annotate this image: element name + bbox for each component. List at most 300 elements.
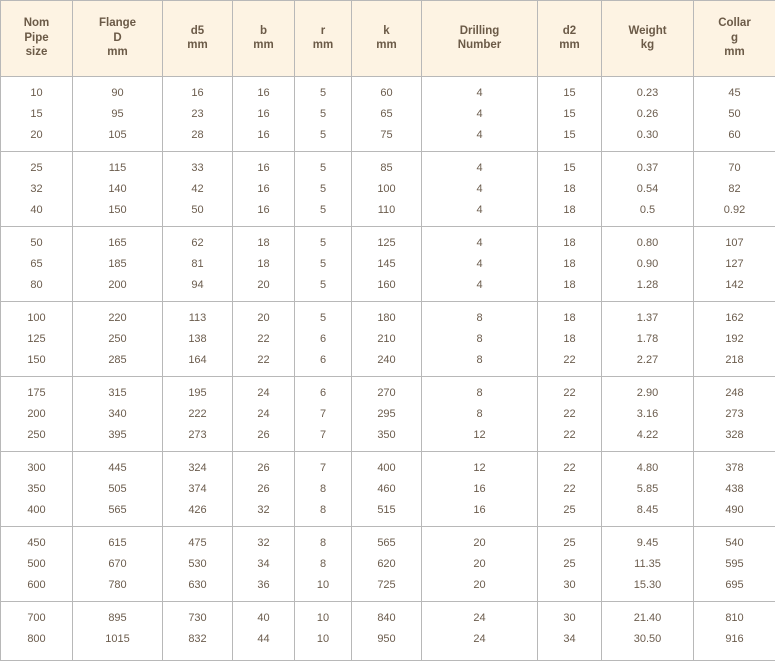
table-cell: [602, 302, 694, 377]
table-cell: [163, 152, 233, 227]
cell-value: 670: [108, 557, 127, 570]
cell-value: 565: [377, 536, 396, 549]
cell-value: 0.92: [723, 203, 746, 216]
table-cell: [295, 377, 352, 452]
table-cell: [295, 527, 352, 602]
cell-value: 140: [108, 182, 127, 195]
cell-value: 110: [377, 203, 396, 216]
cell-value: 15: [563, 161, 576, 174]
table-cell: [73, 302, 163, 377]
cell-line-stack: [422, 227, 537, 301]
cell-value: 125: [27, 332, 46, 345]
table-row: [1, 527, 775, 602]
cell-line-stack: [602, 77, 693, 151]
cell-value: 5: [319, 161, 327, 174]
table-cell: [352, 77, 422, 152]
cell-value: 4: [476, 278, 483, 291]
cell-value: 800: [27, 633, 46, 645]
cell-line-stack: [538, 452, 601, 526]
cell-value: 22: [257, 353, 270, 366]
column-header-line: d2: [562, 24, 577, 37]
cell-line-stack: [163, 152, 232, 226]
cell-line-stack: [233, 602, 294, 660]
cell-line-stack: [1, 227, 72, 301]
table-cell: [694, 527, 775, 602]
cell-value: 810: [725, 612, 744, 624]
cell-value: 250: [27, 428, 46, 441]
cell-value: 150: [108, 203, 127, 216]
cell-line-stack: [295, 302, 351, 376]
cell-value: 18: [563, 332, 576, 345]
cell-value: 105: [108, 128, 127, 141]
cell-value: 185: [108, 257, 127, 270]
cell-value: 164: [188, 353, 207, 366]
cell-value: 540: [725, 536, 744, 549]
cell-line-stack: [1, 152, 72, 226]
table-cell: [422, 227, 538, 302]
cell-value: 22: [563, 482, 576, 495]
column-header-1: [73, 1, 163, 77]
cell-line-stack: [422, 77, 537, 151]
cell-value: 15: [563, 128, 576, 141]
cell-value: 23: [191, 107, 204, 120]
cell-value: 340: [108, 407, 127, 420]
cell-value: 62: [191, 236, 204, 249]
cell-value: 445: [108, 461, 127, 474]
cell-value: 8: [476, 332, 483, 345]
cell-value: 285: [108, 353, 127, 366]
table-cell: [602, 527, 694, 602]
cell-value: 22: [257, 332, 270, 345]
cell-value: 28: [191, 128, 204, 141]
cell-value: 5: [319, 203, 327, 216]
cell-value: 9.45: [636, 536, 659, 549]
cell-line-stack: [295, 452, 351, 526]
table-cell: [233, 602, 295, 661]
table-cell: [163, 527, 233, 602]
cell-line-stack: [422, 152, 537, 226]
table-cell: [1, 302, 73, 377]
table-cell: [602, 152, 694, 227]
cell-value: 0.54: [636, 182, 659, 195]
cell-value: 1.37: [636, 311, 659, 324]
column-header-0: [1, 1, 73, 77]
cell-value: 26: [257, 482, 270, 495]
table-row: [1, 302, 775, 377]
cell-value: 160: [377, 278, 396, 291]
cell-line-stack: [233, 77, 294, 151]
cell-line-stack: [538, 302, 601, 376]
table-cell: [1, 77, 73, 152]
cell-value: 200: [108, 278, 127, 291]
cell-value: 295: [377, 407, 396, 420]
cell-line-stack: [538, 152, 601, 226]
cell-value: 60: [380, 86, 393, 99]
column-header-line: mm: [312, 39, 334, 51]
cell-value: 100: [377, 182, 396, 195]
cell-value: 0.5: [639, 203, 656, 216]
cell-value: 165: [108, 236, 127, 249]
cell-value: 15: [30, 107, 43, 120]
table-cell: [422, 602, 538, 661]
cell-value: 24: [473, 612, 486, 624]
cell-value: 1.78: [636, 332, 659, 345]
cell-value: 10: [316, 612, 330, 624]
cell-value: 24: [473, 633, 486, 645]
table-cell: [163, 227, 233, 302]
cell-value: 36: [257, 578, 270, 591]
column-header-line: mm: [724, 46, 745, 59]
table-row: [1, 602, 775, 661]
cell-value: 0.80: [636, 236, 659, 249]
table-cell: [538, 227, 602, 302]
cell-value: 730: [188, 612, 207, 624]
cell-value: 475: [188, 536, 207, 549]
cell-value: 75: [380, 128, 393, 141]
cell-value: 25: [30, 161, 43, 174]
cell-value: 30.50: [633, 633, 662, 645]
cell-line-stack: [163, 77, 232, 151]
cell-value: 8: [319, 536, 327, 549]
cell-line-stack: [352, 302, 421, 376]
table-cell: [538, 302, 602, 377]
cell-line-stack: [422, 377, 537, 451]
cell-value: 22: [563, 353, 576, 366]
cell-value: 450: [27, 536, 46, 549]
cell-value: 34: [257, 557, 270, 570]
cell-value: 2.27: [636, 353, 659, 366]
cell-value: 5: [319, 278, 327, 291]
cell-line-stack: [538, 527, 601, 601]
cell-line-stack: [163, 302, 232, 376]
table-cell: [233, 452, 295, 527]
table-cell: [73, 602, 163, 661]
cell-value: 45: [728, 86, 741, 99]
cell-value: 20: [473, 557, 486, 570]
table-cell: [163, 602, 233, 661]
table-cell: [295, 602, 352, 661]
cell-value: 18: [257, 236, 270, 249]
cell-value: 565: [108, 503, 127, 516]
cell-line-stack: [1, 377, 72, 451]
cell-line-stack: [233, 377, 294, 451]
cell-value: 107: [725, 236, 744, 249]
cell-line-stack: [163, 527, 232, 601]
cell-line-stack: [538, 227, 601, 301]
cell-value: 42: [191, 182, 204, 195]
table-cell: [1, 227, 73, 302]
table-cell: [163, 302, 233, 377]
cell-value: 0.37: [636, 161, 659, 174]
cell-value: 22: [563, 386, 576, 399]
cell-line-stack: [352, 602, 421, 660]
cell-value: 162: [725, 311, 744, 324]
cell-line-stack: [694, 77, 775, 151]
cell-line-stack: [694, 227, 775, 301]
column-header-line: Number: [457, 39, 502, 51]
table-cell: [233, 302, 295, 377]
cell-value: 5: [319, 182, 327, 195]
cell-value: 248: [725, 386, 744, 399]
cell-line-stack: [295, 377, 351, 451]
table-body: [1, 77, 775, 661]
cell-value: 240: [377, 353, 396, 366]
cell-line-stack: [1, 452, 72, 526]
cell-line-stack: [295, 227, 351, 301]
table-cell: [538, 77, 602, 152]
table-cell: [694, 377, 775, 452]
column-header-line: Drilling: [459, 24, 500, 37]
cell-value: 22: [563, 428, 576, 441]
cell-value: 8: [319, 482, 327, 495]
cell-line-stack: [694, 527, 775, 601]
header-row: [1, 1, 775, 77]
cell-value: 374: [188, 482, 207, 495]
cell-value: 4: [476, 236, 483, 249]
table-cell: [602, 227, 694, 302]
column-header-line: kg: [640, 39, 655, 51]
cell-value: 18: [563, 278, 576, 291]
cell-value: 50: [728, 107, 741, 120]
cell-value: 324: [188, 461, 207, 474]
cell-value: 18: [563, 257, 576, 270]
cell-value: 24: [257, 386, 270, 399]
cell-value: 0.30: [636, 128, 659, 141]
cell-value: 15: [563, 86, 576, 99]
cell-line-stack: [233, 452, 294, 526]
cell-value: 80: [30, 278, 43, 291]
table-cell: [694, 77, 775, 152]
cell-value: 500: [27, 557, 46, 570]
cell-value: 34: [563, 633, 576, 645]
cell-value: 0.23: [636, 86, 659, 99]
cell-value: 0.90: [636, 257, 659, 270]
cell-value: 127: [725, 257, 744, 270]
cell-line-stack: [73, 527, 162, 601]
cell-value: 8: [476, 407, 483, 420]
cell-value: 1015: [105, 633, 130, 645]
cell-value: 780: [108, 578, 127, 591]
cell-value: 115: [108, 161, 127, 174]
cell-value: 4: [476, 161, 483, 174]
cell-value: 2.90: [636, 386, 659, 399]
cell-value: 273: [188, 428, 207, 441]
cell-value: 6: [319, 353, 327, 366]
cell-value: 8.45: [636, 503, 659, 516]
cell-line-stack: [422, 302, 537, 376]
cell-value: 400: [27, 503, 46, 516]
cell-value: 24: [257, 407, 270, 420]
cell-value: 725: [377, 578, 396, 591]
cell-line-stack: [295, 77, 351, 151]
cell-value: 200: [27, 407, 46, 420]
cell-value: 65: [380, 107, 393, 120]
cell-value: 895: [108, 612, 127, 624]
table-cell: [694, 302, 775, 377]
table-cell: [352, 227, 422, 302]
cell-value: 515: [377, 503, 396, 516]
cell-line-stack: [163, 452, 232, 526]
cell-value: 100: [27, 311, 46, 324]
cell-value: 438: [725, 482, 744, 495]
cell-line-stack: [1, 302, 72, 376]
cell-value: 7: [319, 461, 327, 474]
table-cell: [233, 152, 295, 227]
cell-line-stack: [73, 152, 162, 226]
cell-value: 125: [377, 236, 396, 249]
cell-value: 142: [725, 278, 744, 291]
cell-line-stack: [694, 602, 775, 660]
cell-line-stack: [295, 527, 351, 601]
column-header-line: d5: [190, 24, 205, 37]
cell-value: 44: [257, 633, 270, 645]
column-header-line: mm: [376, 39, 397, 51]
cell-value: 6: [319, 386, 327, 399]
cell-value: 16: [257, 182, 270, 195]
cell-value: 95: [111, 107, 124, 120]
cell-line-stack: [422, 602, 537, 660]
cell-value: 4.80: [636, 461, 659, 474]
column-header-line: Weight: [628, 24, 667, 37]
cell-value: 328: [725, 428, 744, 441]
cell-value: 1.28: [636, 278, 659, 291]
column-header-line: size: [25, 46, 48, 59]
cell-value: 65: [30, 257, 43, 270]
table-cell: [295, 452, 352, 527]
table-cell: [422, 452, 538, 527]
cell-line-stack: [295, 152, 351, 226]
column-header-line: k: [383, 24, 390, 37]
cell-line-stack: [538, 377, 601, 451]
column-header-line: g: [730, 31, 739, 44]
cell-value: 145: [377, 257, 396, 270]
cell-value: 916: [725, 633, 744, 645]
cell-value: 50: [191, 203, 204, 216]
cell-value: 16: [257, 203, 270, 216]
table-cell: [352, 602, 422, 661]
cell-value: 40: [30, 203, 43, 216]
cell-value: 40: [257, 612, 270, 624]
table-cell: [233, 377, 295, 452]
cell-value: 250: [108, 332, 127, 345]
cell-value: 220: [108, 311, 127, 324]
table-cell: [73, 452, 163, 527]
cell-value: 378: [725, 461, 744, 474]
column-header-line: Pipe: [24, 31, 49, 44]
cell-line-stack: [352, 452, 421, 526]
cell-value: 4: [476, 86, 483, 99]
table-cell: [163, 377, 233, 452]
cell-line-stack: [602, 227, 693, 301]
table-cell: [295, 227, 352, 302]
table-cell: [422, 152, 538, 227]
cell-value: 16: [257, 128, 270, 141]
cell-line-stack: [422, 527, 537, 601]
cell-line-stack: [602, 377, 693, 451]
table-cell: [1, 452, 73, 527]
cell-line-stack: [233, 302, 294, 376]
cell-value: 18: [257, 257, 270, 270]
cell-value: 82: [728, 182, 741, 195]
cell-value: 16: [257, 86, 270, 99]
cell-value: 32: [257, 503, 270, 516]
table-cell: [602, 602, 694, 661]
column-header-4: [295, 1, 352, 77]
cell-value: 615: [108, 536, 127, 549]
cell-line-stack: [694, 452, 775, 526]
cell-value: 3.16: [636, 407, 659, 420]
cell-value: 210: [377, 332, 396, 345]
column-header-line: mm: [559, 39, 580, 51]
cell-value: 25: [563, 503, 576, 516]
cell-value: 10: [316, 578, 330, 591]
column-header-line: r: [320, 24, 326, 37]
cell-value: 8: [476, 353, 483, 366]
cell-value: 32: [257, 536, 270, 549]
cell-value: 16: [257, 107, 270, 120]
cell-value: 530: [188, 557, 207, 570]
table-row: [1, 152, 775, 227]
column-header-3: [233, 1, 295, 77]
table-cell: [538, 152, 602, 227]
column-header-2: [163, 1, 233, 77]
cell-value: 90: [111, 86, 124, 99]
table-cell: [602, 377, 694, 452]
cell-value: 5: [319, 107, 327, 120]
cell-value: 32: [30, 182, 43, 195]
table-cell: [422, 77, 538, 152]
cell-value: 300: [27, 461, 46, 474]
cell-value: 113: [188, 311, 207, 324]
column-header-7: [538, 1, 602, 77]
cell-line-stack: [73, 227, 162, 301]
cell-value: 10: [316, 633, 330, 645]
cell-line-stack: [694, 377, 775, 451]
table-cell: [352, 152, 422, 227]
cell-value: 5: [319, 236, 327, 249]
cell-value: 426: [188, 503, 207, 516]
table-row: [1, 452, 775, 527]
table-cell: [295, 152, 352, 227]
table-cell: [295, 302, 352, 377]
cell-value: 16: [473, 482, 486, 495]
cell-value: 5: [319, 86, 327, 99]
column-header-line: Flange: [98, 17, 137, 30]
cell-line-stack: [694, 302, 775, 376]
cell-line-stack: [233, 152, 294, 226]
cell-value: 620: [377, 557, 396, 570]
cell-line-stack: [352, 227, 421, 301]
table-cell: [73, 377, 163, 452]
cell-value: 490: [725, 503, 744, 516]
cell-line-stack: [694, 152, 775, 226]
cell-value: 12: [473, 428, 486, 441]
table-cell: [602, 452, 694, 527]
cell-line-stack: [602, 302, 693, 376]
cell-line-stack: [602, 452, 693, 526]
cell-value: 273: [725, 407, 744, 420]
table-cell: [694, 452, 775, 527]
cell-line-stack: [352, 77, 421, 151]
cell-value: 20: [473, 578, 486, 591]
cell-value: 6: [319, 332, 327, 345]
table-cell: [233, 527, 295, 602]
cell-value: 7: [319, 428, 327, 441]
cell-value: 222: [188, 407, 207, 420]
column-header-line: D: [113, 31, 122, 44]
cell-value: 20: [473, 536, 486, 549]
table-cell: [1, 152, 73, 227]
